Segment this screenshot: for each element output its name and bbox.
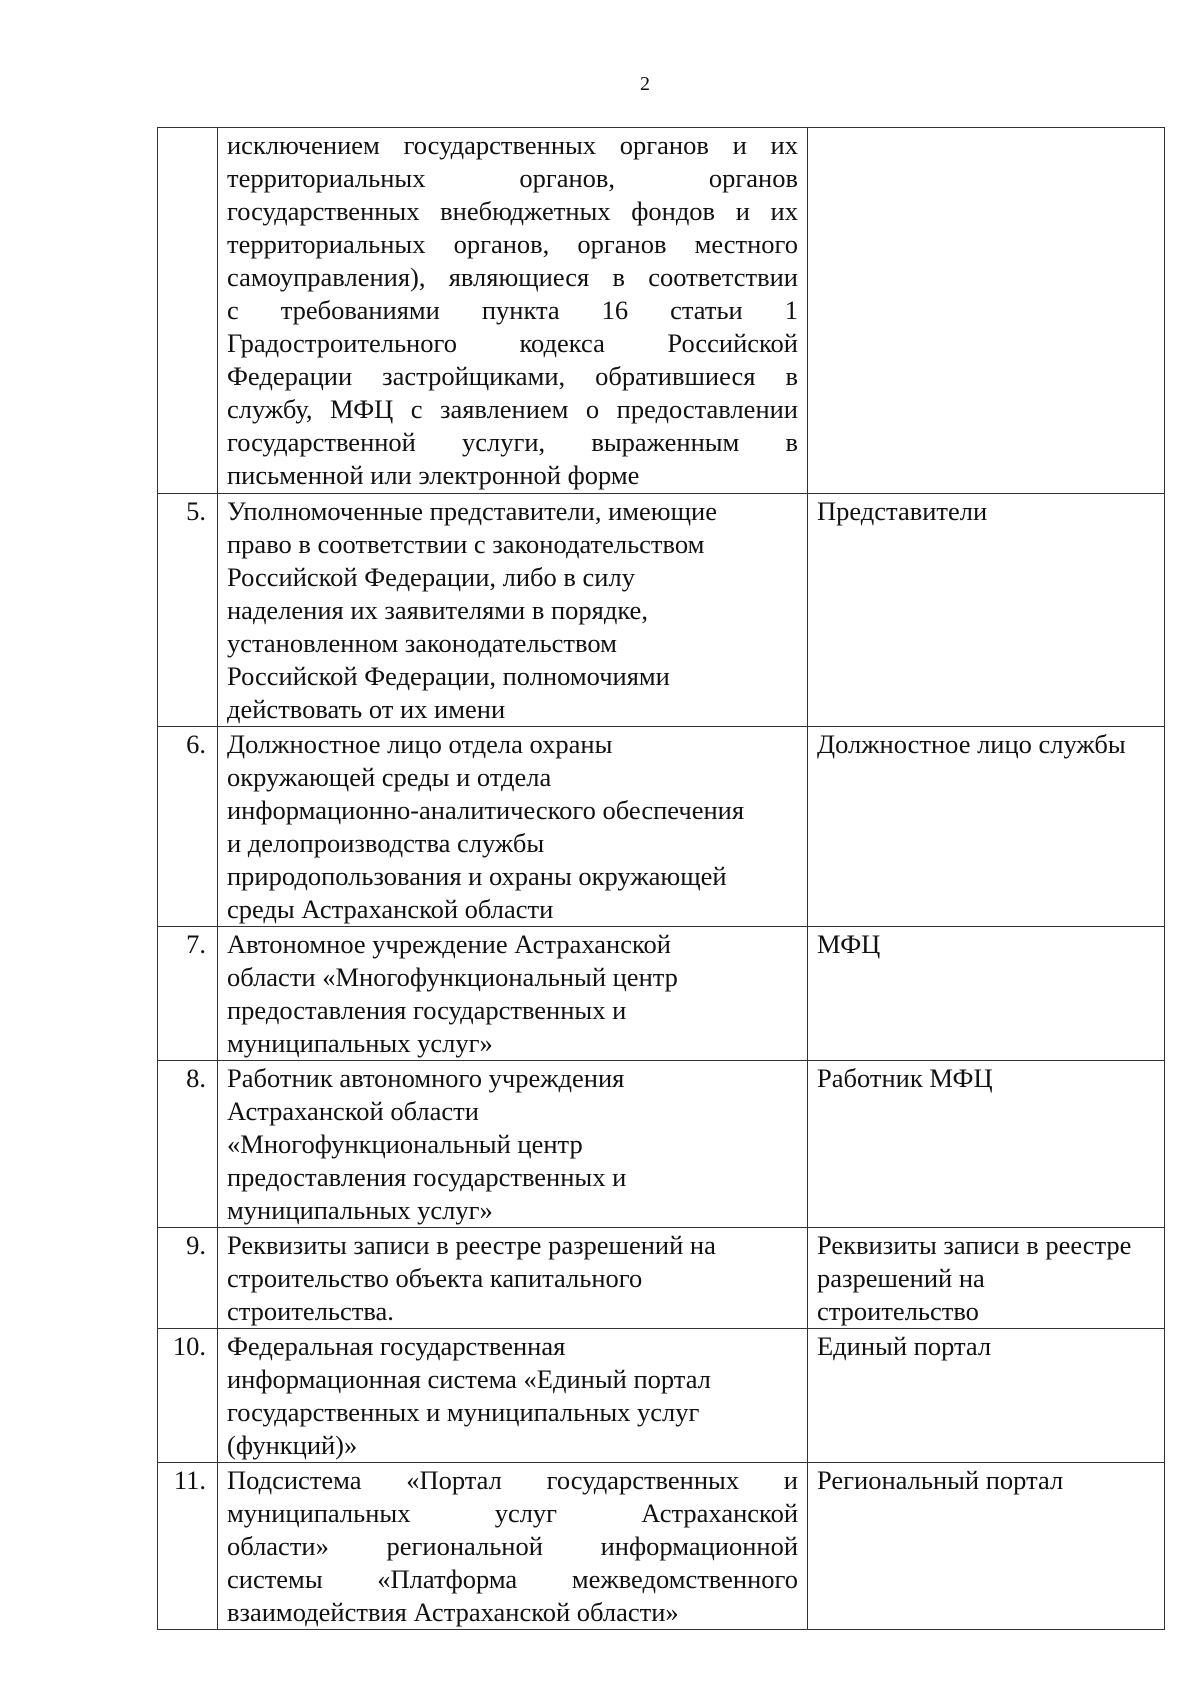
description-line: области «Многофункциональный центр — [227, 962, 678, 992]
term-line: МФЦ — [817, 929, 881, 959]
page-number: 2 — [640, 73, 650, 95]
description-line: право в соответствии с законодательством — [227, 529, 705, 559]
row-description — [218, 1329, 808, 1463]
description-line: муниципальных услуг» — [227, 1028, 493, 1058]
row-term — [808, 1463, 1165, 1630]
description-line: Уполномоченные представители, имеющие — [227, 496, 717, 526]
description-line: Российской Федерации, либо в силу — [227, 562, 635, 592]
description-line: с требованиями пункта 16 статьи 1 — [227, 295, 798, 325]
description-line: муниципальных услуг Астраханской — [227, 1498, 798, 1528]
description-line: взаимодействия Астраханской области» — [227, 1597, 679, 1627]
description-line: Астраханской области — [227, 1096, 479, 1126]
description-line: государственных внебюджетных фондов и их — [227, 196, 798, 226]
term-line: Должностное лицо службы — [817, 729, 1126, 759]
description-line: исключением государственных органов и их — [227, 130, 798, 160]
description-line: «Многофункциональный центр — [227, 1129, 583, 1159]
description-line: территориальных органов, органов — [227, 163, 798, 193]
definitions-table — [157, 127, 1165, 1630]
description-line: предоставления государственных и — [227, 1162, 627, 1192]
description-line: службу, МФЦ с заявлением о предоставлении — [227, 394, 798, 424]
term-line: Работник МФЦ — [817, 1063, 993, 1093]
row-term — [808, 1228, 1165, 1329]
row-number: 5. — [158, 494, 218, 727]
description-line: строительство объекта капитального — [227, 1263, 643, 1293]
row-description — [218, 1061, 808, 1228]
description-line: природопользования и охраны окружающей — [227, 861, 727, 891]
row-number: 6. — [158, 727, 218, 927]
row-number: 10. — [158, 1329, 218, 1463]
description-line: письменной или электронной форме — [227, 460, 640, 490]
table-row — [158, 1463, 1165, 1630]
description-line: Работник автономного учреждения — [227, 1063, 625, 1093]
description-line: Подсистема «Портал государственных и — [227, 1465, 798, 1495]
description-line: (функций)» — [227, 1430, 358, 1460]
description-line: Федерации застройщиками, обратившиеся в — [227, 361, 798, 391]
row-description — [218, 1228, 808, 1329]
description-line: предоставления государственных и — [227, 995, 627, 1025]
description-line: информационно-аналитического обеспечения — [227, 795, 745, 825]
description-line: Градостроительного кодекса Российской — [227, 328, 798, 358]
description-line: действовать от их имени — [227, 694, 506, 724]
description-line: среды Астраханской области — [227, 894, 554, 924]
row-description — [218, 128, 808, 494]
row-term — [808, 494, 1165, 727]
term-line: Единый портал — [817, 1331, 992, 1361]
row-term — [808, 1061, 1165, 1228]
term-line: строительство — [817, 1296, 979, 1326]
description-line: муниципальных услуг» — [227, 1195, 493, 1225]
term-line: Региональный портал — [817, 1465, 1064, 1495]
row-description — [218, 727, 808, 927]
row-number: 11. — [158, 1463, 218, 1630]
description-line: Федеральная государственная — [227, 1331, 566, 1361]
description-line: государственной услуги, выраженным в — [227, 427, 798, 457]
description-line: самоуправления), являющиеся в соответствии — [227, 262, 798, 292]
table-row — [158, 1061, 1165, 1228]
row-description — [218, 494, 808, 727]
row-description — [218, 927, 808, 1061]
row-number: 7. — [158, 927, 218, 1061]
row-number — [158, 128, 218, 494]
row-number: 9. — [158, 1228, 218, 1329]
table-row — [158, 1228, 1165, 1329]
description-line: установленном законодательством — [227, 628, 617, 658]
row-term — [808, 727, 1165, 927]
description-line: Российской Федерации, полномочиями — [227, 661, 670, 691]
row-number: 8. — [158, 1061, 218, 1228]
description-line: Реквизиты записи в реестре разрешений на — [227, 1230, 716, 1260]
table-row — [158, 727, 1165, 927]
row-term — [808, 128, 1165, 494]
row-term — [808, 927, 1165, 1061]
description-line: Автономное учреждение Астраханской — [227, 929, 671, 959]
description-line: и делопроизводства службы — [227, 828, 545, 858]
description-line: информационная система «Единый портал — [227, 1364, 711, 1394]
description-line: территориальных органов, органов местного — [227, 229, 798, 259]
row-description — [218, 1463, 808, 1630]
row-term — [808, 1329, 1165, 1463]
description-line: государственных и муниципальных услуг — [227, 1397, 700, 1427]
table-row — [158, 494, 1165, 727]
table-row — [158, 128, 1165, 494]
term-line: Представители — [817, 496, 988, 526]
table-row — [158, 1329, 1165, 1463]
description-line: системы «Платформа межведомственного — [227, 1564, 798, 1594]
description-line: наделения их заявителями в порядке, — [227, 595, 648, 625]
term-line: Реквизиты записи в реестре — [817, 1230, 1132, 1260]
description-line: области» региональной информационной — [227, 1531, 798, 1561]
description-line: строительства. — [227, 1296, 394, 1326]
term-line: разрешений на — [817, 1263, 985, 1293]
table-row — [158, 927, 1165, 1061]
description-line: окружающей среды и отдела — [227, 762, 552, 792]
description-line: Должностное лицо отдела охраны — [227, 729, 613, 759]
